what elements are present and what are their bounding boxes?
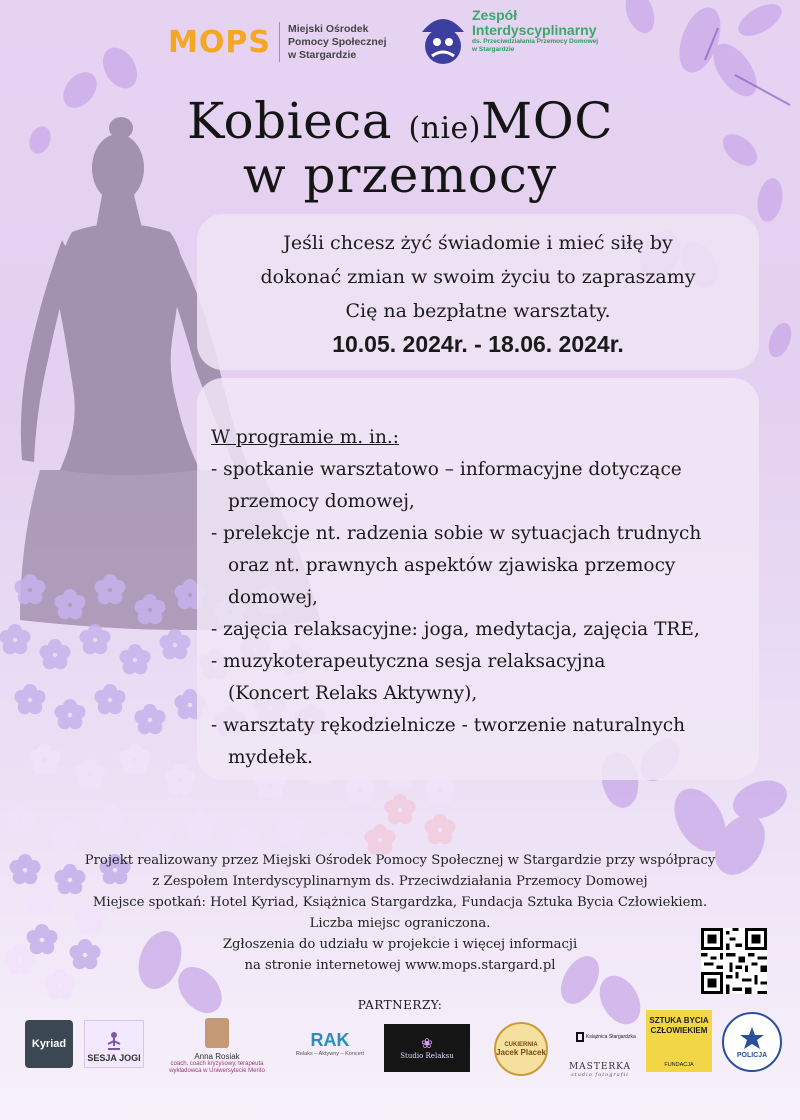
sesja-jogi-text: SESJA JOGI [87, 1053, 141, 1063]
umbrella-family-icon [418, 8, 468, 66]
footer-line: Projekt realizowany przez Miejski Ośrodek Pomocy Społecznej w Stargardzie przy współpracy [84, 853, 716, 868]
mops-logo [168, 22, 387, 62]
intro-line-3: Cię na bezpłatne warsztaty. [345, 300, 611, 322]
jacek-placek-logo [494, 1022, 548, 1076]
footer-line: Zgłoszenia do udziału w projekcie i więcej informacji [222, 937, 578, 952]
zespol-logo [418, 8, 598, 66]
intro-line-2: dokonać zmian w swoim życiu to zapraszamy [260, 266, 696, 288]
program-line: domowej, [228, 587, 319, 608]
program-line: - warsztaty rękodzielnicze - tworzenie naturalnych [211, 715, 686, 736]
zespol-logo-text [472, 8, 598, 54]
anna-rosiak-logo [152, 1018, 282, 1088]
logo-divider [279, 22, 280, 62]
program-line: - spotkanie warsztatowo – informacyjne dotyczące [211, 459, 682, 480]
mops-line-3: w Stargardzie [287, 48, 357, 61]
zespol-line-3: ds. Przeciwdziałania Przemocy Domowej [472, 38, 599, 45]
yoga-pose-icon [105, 1031, 123, 1053]
program-line: - muzykoterapeutyczna sesja relaksacyjna [211, 651, 606, 672]
masterka-logo [560, 1062, 640, 1078]
program-line: oraz nt. prawnych aspektów zjawiska przemocy [228, 555, 676, 576]
studio-relaksu-text: Studio Relaksu [400, 1052, 454, 1060]
title-part-2: MOC [481, 92, 613, 150]
anna-rosiak-desc-1: coach, coach kryzysowy, terapeuta [170, 1061, 264, 1067]
policja-logo [722, 1012, 782, 1072]
program-box [197, 378, 759, 780]
mops-line-1: Miejski Ośrodek [287, 22, 369, 35]
program-line: - zajęcia relaksacyjne: joga, medytacja, zajęcia TRE, [211, 619, 700, 640]
footer-line: Liczba miejsc ograniczona. [309, 916, 491, 931]
mops-logo-text [288, 23, 387, 62]
program-heading: W programie m. in.: [211, 427, 399, 448]
police-star-icon [739, 1026, 765, 1052]
intro-line-1: Jeśli chcesz żyć świadomie i mieć siłę by [283, 232, 673, 254]
anna-rosiak-photo [205, 1018, 229, 1048]
rak-logo [290, 1030, 370, 1070]
program-line: mydełek. [228, 747, 313, 768]
policja-text: POLICJA [736, 1051, 768, 1059]
footer-info [0, 850, 800, 976]
partners-logos [0, 1010, 800, 1110]
intro-box [197, 214, 759, 370]
poster-title-line-2: w przemocy [242, 146, 558, 204]
poster-title-line-1 [0, 92, 800, 150]
sztuka-bycia-fundacja: FUNDACJA [664, 1062, 694, 1068]
ksiaznica-logo [576, 1032, 636, 1042]
program-line: przemocy domowej, [228, 491, 415, 512]
jacek-placek-top: CUKIERNIA [504, 1041, 538, 1048]
jacek-placek-name: Jacek Placek [496, 1047, 546, 1057]
lotus-icon: ❀ [421, 1036, 433, 1052]
studio-relaksu-logo [384, 1024, 470, 1072]
kyriad-text: Kyriad [31, 1038, 67, 1050]
qr-code[interactable] [701, 928, 767, 994]
masterka-subtitle: studio fotografii [571, 1072, 629, 1078]
zespol-line-4: w Stargardzie [472, 46, 515, 53]
sesja-jogi-logo [84, 1020, 144, 1068]
anna-rosiak-name: Anna Rosiak [194, 1052, 240, 1061]
title-nie: (nie) [408, 111, 482, 146]
sztuka-bycia-logo [646, 1010, 712, 1072]
sztuka-bycia-text: SZTUKA BYCIA CZŁOWIEKIEM [649, 1016, 709, 1035]
program-line: (Koncert Relaks Aktywny), [228, 683, 478, 704]
rak-subtitle: Relaks – Aktywny – Koncert [295, 1051, 365, 1057]
masterka-text: MASTERKA [568, 1062, 632, 1072]
footer-website-line: na stronie internetowej www.mops.stargard.pl [244, 958, 556, 973]
title-part-1: Kobieca [187, 92, 409, 150]
rak-word: RAK [310, 1030, 350, 1050]
program-line: - prelekcje nt. radzenia sobie w sytuacjach trudnych [211, 523, 702, 544]
zespol-line-2: Interdyscyplinarny [472, 22, 597, 38]
kyriad-logo [25, 1020, 73, 1068]
footer-line: Miejsce spotkań: Hotel Kyriad, Książnica Stargardzka, Fundacja Sztuka Bycia Człowiekiem. [92, 895, 708, 910]
partners-label: PARTNERZY: [357, 998, 443, 1012]
event-dates: 10.05. 2024r. - 18.06. 2024r. [332, 331, 624, 357]
footer-line: z Zespołem Interdyscyplinarnym ds. Przeciwdziałania Przemocy Domowej [152, 874, 648, 889]
mops-logo-mark: MOPS [168, 24, 271, 60]
ksiaznica-text: Książnica Stargardzka [586, 1034, 636, 1040]
anna-rosiak-desc-2: wykładowca w Uniwersytecie Merito [169, 1068, 265, 1074]
header-logos [0, 8, 800, 72]
zespol-line-1: Zespół [472, 7, 518, 23]
book-icon [576, 1032, 584, 1042]
mops-line-2: Pomocy Społecznej [287, 35, 387, 48]
